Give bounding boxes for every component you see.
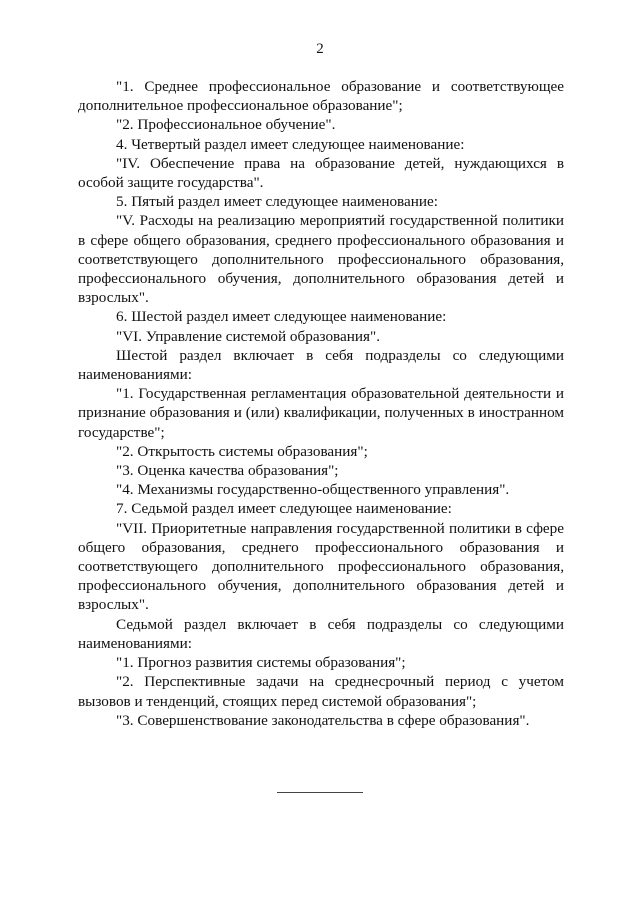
paragraph-19: "3. Совершенствование законодательства в сфере образования". [116,711,530,729]
paragraph-10: "1. Государственная регламентация образовательной деятельности и признание образования и (или) квалификации, полученных в иностранном государстве"; [78,385,564,441]
paragraph-15: "VII. Приоритетные направления государственной политики в сфере общего образования, среднего профессионального образования и соответствующего дополнительного профессионального образования, профессионального обучения, дополнительного образования детей и взрослых". [78,519,564,614]
end-divider [277,792,363,793]
paragraph-7: 6. Шестой раздел имеет следующее наименование: [116,308,447,326]
paragraph-12: "3. Оценка качества образования"; [116,462,339,480]
paragraph-18: "2. Перспективные задачи на среднесрочный период с учетом вызовов и тенденций, стоящих перед системой образования"; [78,673,564,710]
paragraph-9: Шестой раздел включает в себя подразделы со следующими наименованиями: [78,346,564,384]
page-number: 2 [316,41,324,57]
paragraph-17: "1. Прогноз развития системы образования"; [116,654,406,672]
paragraph-14: 7. Седьмой раздел имеет следующее наименование: [116,500,452,518]
paragraph-2: "2. Профессиональное обучение". [116,116,336,134]
paragraph-5: 5. Пятый раздел имеет следующее наименование: [116,193,438,211]
paragraph-3: 4. Четвертый раздел имеет следующее наименование: [116,135,465,153]
document-body [78,77,564,730]
paragraph-1: "1. Среднее профессиональное образование и соответствующее дополнительное профессиональное образование"; [78,78,564,115]
paragraph-16: Седьмой раздел включает в себя подразделы со следующими наименованиями: [78,615,564,652]
paragraph-4: "IV. Обеспечение права на образование детей, нуждающихся в особой защите государства". [78,154,564,192]
paragraph-6: "V. Расходы на реализацию мероприятий государственной политики в сфере общего образования, среднего профессионального образования и соответствующего дополнительного профессионального образования, профессионального обучения, дополнительного образования детей и взрослых". [78,212,564,307]
paragraph-13: "4. Механизмы государственно-общественного управления". [116,481,510,499]
paragraph-8: "VI. Управление системой образования". [116,327,381,345]
paragraph-11: "2. Открытость системы образования"; [116,442,368,460]
